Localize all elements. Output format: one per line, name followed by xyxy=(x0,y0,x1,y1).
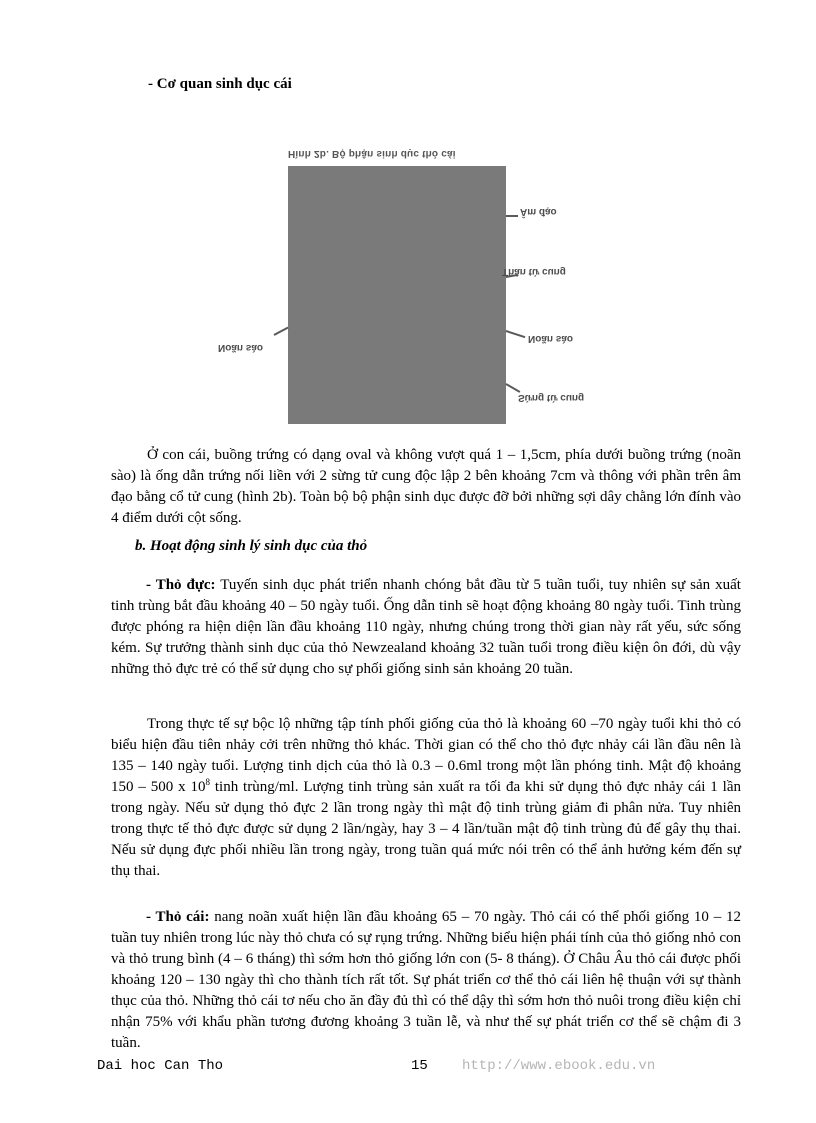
paragraph-lead-female: - Thỏ cái: xyxy=(146,909,210,925)
paragraph-mating-behavior xyxy=(111,714,741,882)
paragraph-text-male: Tuyến sinh dục phát triển nhanh chóng bắt đầu từ 5 tuần tuổi, tuy nhiên sự sản xuất tinh trùng bắt đầu khoảng 40 – 50 ngày tuổi. Ống dẫn tinh sẽ hoạt động khoảng 80 ngày tuổi. Tinh trùng được phóng ra hiện diện lần đầu khoảng 110 ngày, nhưng chúng trong thời gian này rất yếu, sức sống kém. Sự trưởng thành sinh dục của thỏ Newzealand khoảng 32 tuần tuổi trong điều kiện ôn đới, dù vậy những thỏ đực trẻ có thể sử dụng cho sự phối giống sinh sản khoảng 20 tuần. xyxy=(111,577,741,677)
pointer-line xyxy=(506,215,518,217)
paragraph-male-rabbit xyxy=(111,575,741,680)
pointer-line xyxy=(274,327,289,336)
paragraph-female-anatomy: Ở con cái, buồng trứng có dạng oval và không vượt quá 1 – 1,5cm, phía dưới buồng trứng (noãn sào) là ống dẫn trứng nối liền với 2 sừng tử cung độc lập 2 bên khoảng 7cm và thông với phần trên âm đạo bằng cổ tử cung (hình 2b). Toàn bộ bộ phận sinh dục được đỡ bởi những sợi dây chằng lớn đính vào 4 điểm dưới cột sống. xyxy=(111,447,741,526)
pointer-line xyxy=(506,330,526,338)
footer-url: http://www.ebook.edu.vn xyxy=(462,1058,656,1074)
paragraph-text-mating-1: Trong thực tế sự bộc lộ những tập tính phối giống của thỏ là khoảng 60 –70 ngày tuổi khi thỏ có biểu hiện đầu tiên nhảy cởi trên những thỏ khác. Thời gian có thể cho thỏ đực nhảy cái lần đầu nên là 135 – 140 ngày tuổi. Lượng tinh dịch của thỏ là 0.3 – 0.6ml trong một lần phóng tinh. Mật độ khoảng 150 – 500 x 10 xyxy=(111,716,741,795)
paragraph-text-mating-2: tinh trùng/ml. Lượng tinh trùng sản xuất ra tối đa khi sử dụng thỏ đực nhảy cái 1 lần trong ngày. Nếu sử dụng thỏ đực 2 lần trong ngày thì mật độ tinh trùng giảm đi phân nửa. Tuy nhiên trong thực tế thỏ đực được sử dụng 2 lần/ngày, hay 3 – 4 lần/tuần mật độ tinh trùng đủ để gây thụ thai. Nếu sử dụng đực phối nhiều lần trong ngày, trong tuần quá mức nói trên có thể ảnh hưởng kém đến sự thụ thai. xyxy=(111,779,741,879)
figure-caption: Hình 2b. Bộ phận sinh dục thỏ cái xyxy=(288,148,456,159)
figure-label-am-dao: Âm đạo xyxy=(520,206,557,217)
figure-image-placeholder xyxy=(288,166,506,424)
figure-label-than-tu-cung: Thân tử cung xyxy=(502,266,566,277)
paragraph-female-rabbit xyxy=(111,907,741,1054)
figure-reproductive-organs xyxy=(210,138,630,428)
figure-label-noan-sao-right: Noãn sào xyxy=(528,333,574,344)
figure-label-sung-tu-cung: Sừng tử cung xyxy=(518,392,585,403)
paragraph-lead-male: - Thỏ đực: xyxy=(146,577,216,593)
footer-institution: Dai hoc Can Tho xyxy=(97,1058,224,1074)
footer-page-number: 15 xyxy=(411,1058,428,1074)
section-heading: - Cơ quan sinh dục cái xyxy=(148,76,292,92)
paragraph-text-female: nang noãn xuất hiện lần đầu khoảng 65 – 70 ngày. Thỏ cái có thể phối giống 10 – 12 tuần tuy nhiên trong lúc này thỏ chưa có sự rụng trứng. Những biểu hiện phái tính của thỏ giống nhỏ con và thỏ trung bình (4 – 6 tháng) thì sớm hơn thỏ giống lớn con (5- 8 tháng). Ở Châu Âu thỏ cái được phối khoảng 120 – 130 ngày thì cho thành tích rất tốt. Sự phát triển cơ thể thỏ cái liên hệ thuận với sự thành thục của thỏ. Những thỏ cái tơ nếu cho ăn đầy đủ thì có thể dậy thì sớm hơn thỏ nuôi trong điều kiện chỉ nhận 75% với khẩu phần tương đương khoảng 3 tuần lễ, và như thế sự phát triển cơ thể sẽ chậm đi 3 tuần. xyxy=(111,909,741,1051)
exponent: 8 xyxy=(205,777,210,787)
subheading-physiology: b. Hoạt động sinh lý sinh dục của thỏ xyxy=(135,538,368,554)
figure-label-noan-sao-left: Noãn sào xyxy=(218,342,264,353)
